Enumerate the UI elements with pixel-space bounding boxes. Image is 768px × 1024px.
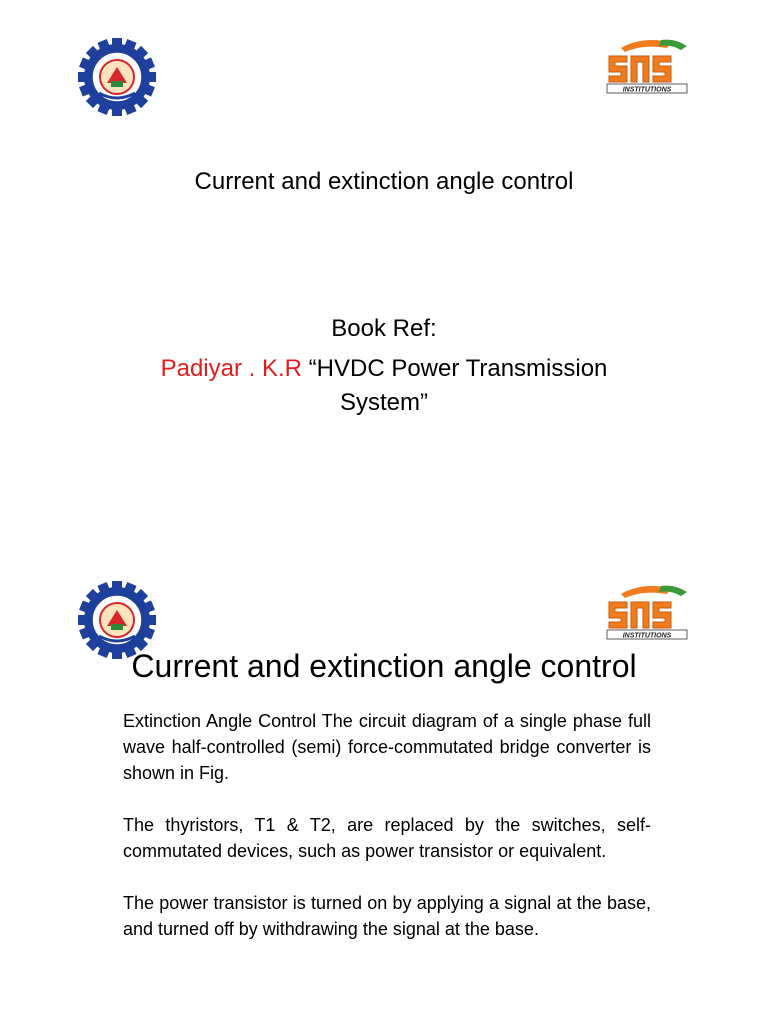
sns-institutions-logo-icon [601, 34, 693, 98]
slide-body [123, 708, 651, 968]
svg-text:INSTITUTIONS: INSTITUTIONS [622, 632, 672, 640]
slide-heading: Current and extinction angle control [131, 648, 637, 684]
paragraph: The power transistor is turned on by applying a signal at the base, and turned off by withdrawing the signal at the base. [123, 893, 651, 939]
book-title-part2: System” [339, 389, 428, 416]
book-ref-label: Book Ref: [331, 315, 437, 342]
book-title-part1: “HVDC Power Transmission [301, 355, 608, 382]
slide-content [0, 512, 768, 1024]
sns-institutions-logo-icon [601, 580, 693, 644]
book-author: Padiyar . K.R [160, 355, 302, 382]
college-gear-emblem-icon [77, 37, 157, 117]
paragraph: Extinction Angle Control The circuit diagram of a single phase full wave half-controlled (semi) force-commutated bridge converter is shown in Fig. [123, 711, 651, 783]
svg-text:INSTITUTIONS: INSTITUTIONS [622, 86, 672, 94]
book-ref-line [0, 352, 768, 386]
slide-title-text: Current and extinction angle control [194, 168, 574, 195]
paragraph: The thyristors, T1 & T2, are replaced by the switches, self-commutated devices, such as power transistor or equivalent. [123, 815, 651, 861]
